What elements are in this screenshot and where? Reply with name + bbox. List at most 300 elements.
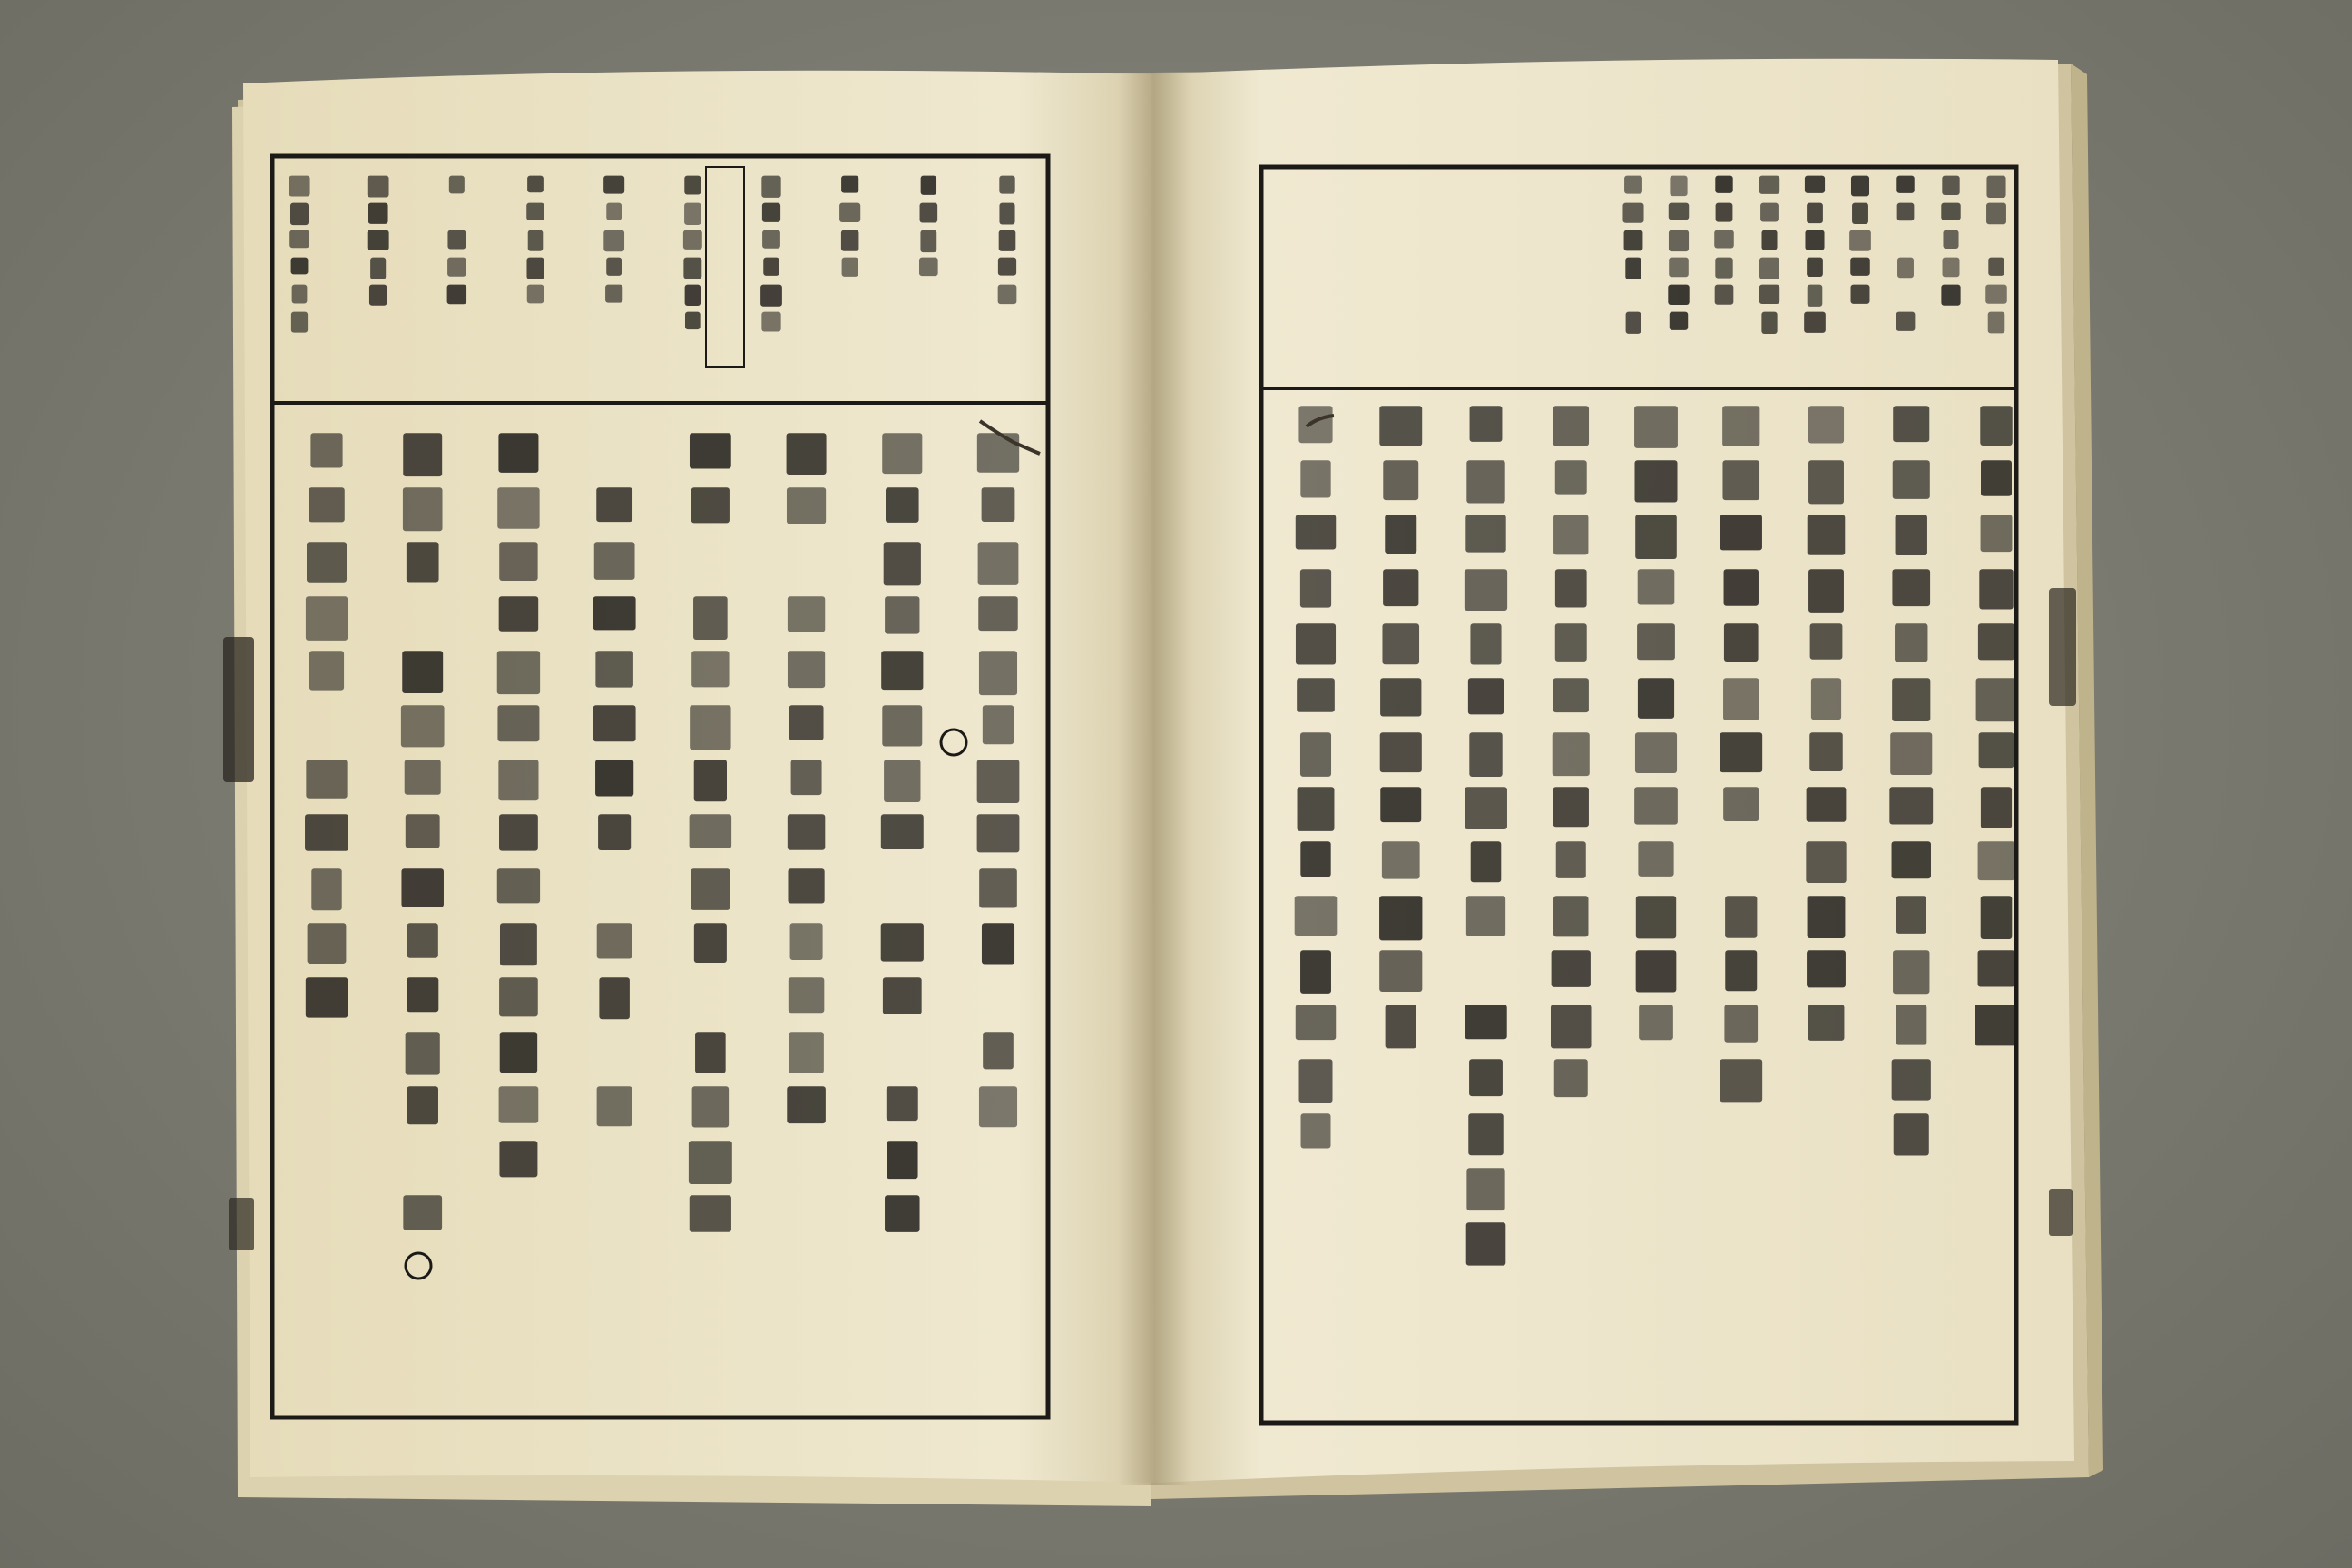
ink-glyph [498, 760, 538, 800]
ink-glyph [1808, 406, 1844, 443]
ink-glyph [499, 596, 539, 632]
ink-glyph [884, 760, 920, 802]
ink-glyph [594, 542, 635, 580]
ink-glyph [1896, 312, 1916, 331]
ink-glyph [597, 923, 632, 958]
ink-glyph [1897, 258, 1914, 279]
ink-glyph [1943, 230, 1958, 249]
ink-glyph [1634, 460, 1677, 502]
ink-glyph [1296, 623, 1336, 664]
ink-glyph [1635, 732, 1677, 773]
ink-glyph [1296, 514, 1336, 549]
ink-glyph [1554, 1059, 1588, 1097]
ink-glyph [1892, 1059, 1931, 1100]
ink-glyph [1979, 569, 2013, 609]
ink-glyph [1296, 1004, 1336, 1040]
ink-glyph [1714, 230, 1734, 249]
ink-glyph [1626, 312, 1642, 334]
ink-glyph [691, 651, 729, 687]
ink-glyph [762, 203, 780, 222]
ink-glyph [1466, 460, 1504, 503]
ink-glyph [603, 176, 624, 194]
ink-glyph [1760, 203, 1779, 222]
ink-glyph [1469, 1059, 1503, 1096]
ink-glyph [691, 868, 730, 910]
ink-glyph [1298, 1059, 1332, 1102]
ink-glyph [407, 923, 438, 958]
ink-glyph [1669, 258, 1689, 278]
ink-glyph [497, 705, 539, 741]
ink-glyph [761, 312, 780, 332]
ink-glyph [289, 230, 309, 249]
ink-glyph [497, 487, 539, 529]
ink-glyph [370, 258, 386, 279]
ink-glyph [403, 433, 442, 476]
ink-glyph [1636, 896, 1676, 938]
ink-glyph [309, 487, 345, 522]
ink-glyph [789, 1032, 824, 1073]
ink-glyph [1637, 623, 1675, 660]
ink-glyph [1553, 406, 1589, 446]
ink-glyph [683, 258, 701, 279]
ink-glyph [921, 176, 936, 195]
ink-glyph [1669, 203, 1689, 220]
ink-glyph [292, 285, 308, 304]
ink-glyph [1807, 950, 1846, 987]
ink-glyph [1715, 258, 1732, 279]
ink-glyph [306, 760, 347, 799]
ink-glyph [1893, 406, 1929, 442]
ink-glyph [1986, 203, 2006, 225]
ink-glyph [499, 1086, 539, 1123]
ink-glyph [528, 230, 544, 251]
ink-glyph [1465, 514, 1505, 552]
ink-glyph [999, 203, 1014, 225]
ink-glyph [597, 1086, 632, 1126]
ink-glyph [1979, 732, 2014, 768]
ink-glyph [1720, 732, 1762, 772]
ink-glyph [1808, 569, 1844, 612]
ink-glyph [606, 258, 622, 276]
ink-glyph [1975, 1004, 2018, 1045]
ink-glyph [692, 1086, 730, 1127]
ink-glyph [1634, 787, 1678, 824]
ink-glyph [368, 230, 389, 250]
ink-glyph [1808, 896, 1846, 938]
ink-glyph [310, 433, 342, 467]
ink-glyph [1551, 1004, 1592, 1048]
ink-glyph [1379, 406, 1422, 446]
ink-glyph [407, 542, 439, 582]
ink-glyph [1985, 285, 2007, 304]
ink-glyph [290, 203, 309, 226]
ink-glyph [1805, 230, 1824, 250]
ink-glyph [1850, 258, 1870, 276]
ink-glyph [1553, 896, 1588, 936]
ink-glyph [790, 923, 823, 960]
ink-glyph [1759, 176, 1779, 194]
ink-glyph [1981, 896, 2013, 939]
ink-glyph [691, 487, 730, 523]
ink-glyph [1465, 1004, 1506, 1039]
ink-glyph [1981, 787, 2012, 828]
ink-glyph [1896, 176, 1914, 193]
ink-glyph [684, 176, 701, 195]
ink-glyph [1759, 285, 1779, 304]
ink-glyph [1552, 950, 1591, 987]
ink-glyph [1986, 176, 2005, 198]
ink-glyph [596, 487, 632, 522]
ink-glyph [1723, 678, 1759, 720]
ink-glyph [1383, 569, 1418, 606]
ink-glyph [1851, 176, 1869, 197]
ink-glyph [1716, 203, 1733, 222]
ink-glyph [1636, 950, 1677, 992]
ink-glyph [1553, 678, 1589, 712]
ink-glyph [1624, 230, 1643, 251]
ink-glyph [983, 1032, 1014, 1069]
ink-glyph [1809, 732, 1842, 771]
ink-glyph [1298, 406, 1332, 443]
ink-glyph [788, 868, 824, 903]
ink-glyph [881, 651, 923, 690]
ink-glyph [1849, 230, 1871, 251]
ink-glyph [1669, 230, 1689, 251]
ink-glyph [1298, 787, 1335, 831]
ink-glyph [1380, 678, 1421, 716]
ink-glyph [1385, 514, 1416, 554]
ink-glyph [1624, 176, 1642, 194]
ink-glyph [1851, 285, 1870, 304]
ink-glyph [977, 433, 1019, 473]
ink-glyph [1988, 258, 2004, 276]
ink-glyph [1808, 460, 1844, 504]
ink-glyph [500, 1032, 537, 1073]
ink-glyph [1892, 569, 1930, 606]
ink-glyph [841, 230, 859, 251]
ink-glyph [1553, 514, 1588, 554]
ink-glyph [407, 977, 438, 1012]
ink-glyph [447, 230, 466, 250]
ink-glyph [1892, 841, 1931, 878]
ink-glyph [788, 651, 825, 688]
ink-glyph [841, 176, 858, 193]
ink-glyph [978, 542, 1019, 585]
ink-glyph [839, 203, 860, 222]
ink-glyph [1941, 203, 1960, 220]
ink-glyph [1639, 1004, 1673, 1040]
ink-glyph [999, 176, 1014, 194]
ink-glyph [1808, 1004, 1845, 1041]
ink-glyph [979, 651, 1017, 695]
ink-glyph [885, 596, 919, 633]
ink-glyph [289, 176, 309, 197]
ink-glyph [406, 1032, 440, 1074]
ink-glyph [694, 923, 727, 963]
ink-glyph [405, 760, 441, 795]
ink-glyph [1553, 732, 1590, 776]
ink-glyph [1722, 406, 1759, 446]
ink-glyph [1638, 678, 1674, 719]
ink-glyph [447, 258, 466, 277]
ink-glyph [1715, 285, 1734, 305]
ink-glyph [887, 1141, 918, 1179]
ink-glyph [1894, 1113, 1929, 1155]
ink-glyph [1300, 460, 1330, 497]
ink-glyph [683, 230, 702, 250]
ink-glyph [497, 651, 540, 694]
ink-glyph [883, 977, 922, 1014]
ink-glyph [1981, 460, 2012, 496]
ink-glyph [1988, 312, 2005, 334]
ink-glyph [605, 285, 622, 303]
ink-glyph [1553, 787, 1589, 827]
ink-glyph [593, 596, 636, 630]
ink-glyph [1638, 569, 1675, 604]
ink-glyph [1810, 623, 1843, 660]
ink-glyph [499, 814, 538, 850]
ink-glyph [887, 1086, 918, 1121]
ink-glyph [689, 1141, 732, 1184]
ink-glyph [1555, 460, 1587, 494]
ink-glyph [308, 923, 347, 964]
ink-glyph [882, 433, 922, 474]
ink-glyph [1466, 1168, 1504, 1210]
ink-glyph [1638, 841, 1673, 877]
ink-glyph [791, 760, 822, 795]
ink-glyph [1943, 258, 1960, 278]
ink-glyph [694, 760, 727, 801]
ink-glyph [1978, 623, 2014, 660]
ink-glyph [787, 433, 827, 475]
ink-glyph [1465, 787, 1507, 829]
ink-glyph [291, 312, 308, 333]
ink-glyph [1720, 1059, 1762, 1102]
ink-glyph [1896, 896, 1926, 934]
ink-glyph [788, 814, 825, 850]
ink-glyph [1715, 176, 1732, 193]
ink-glyph [1807, 203, 1823, 224]
ink-glyph [1724, 569, 1759, 606]
ink-glyph [1725, 896, 1757, 938]
ink-glyph [1555, 623, 1587, 662]
ink-glyph [499, 977, 538, 1016]
ink-glyph [842, 258, 858, 277]
ink-glyph [761, 176, 780, 198]
ink-glyph [1941, 285, 1960, 306]
ink-glyph [1386, 1004, 1416, 1048]
ink-glyph [1980, 406, 2012, 446]
ink-glyph [998, 258, 1016, 276]
ink-glyph [1468, 1113, 1503, 1155]
ink-glyph [311, 868, 341, 910]
gutter-shadow [1118, 73, 1191, 1485]
ink-glyph [1889, 787, 1933, 824]
ink-glyph [526, 258, 544, 279]
ink-glyph [1724, 1004, 1758, 1042]
ink-glyph [695, 1032, 726, 1073]
ink-glyph [1761, 312, 1777, 334]
ink-glyph [1555, 569, 1587, 607]
ink-glyph [500, 923, 537, 965]
ink-glyph [1807, 258, 1823, 277]
ink-glyph [595, 760, 633, 796]
ink-glyph [497, 868, 540, 903]
ink-glyph [787, 487, 826, 524]
ink-glyph [1300, 950, 1331, 994]
ink-glyph [1382, 841, 1420, 878]
ink-glyph [684, 203, 701, 225]
ink-glyph [977, 814, 1020, 852]
ink-glyph [1722, 460, 1759, 500]
ink-glyph [979, 868, 1017, 907]
ink-glyph [1978, 841, 2015, 880]
ink-glyph [685, 312, 701, 330]
ink-glyph [1382, 623, 1419, 664]
ink-glyph [1556, 841, 1586, 878]
ink-glyph [982, 487, 1015, 522]
ink-glyph [1724, 623, 1759, 662]
ink-glyph [1622, 203, 1643, 223]
ink-glyph [1470, 406, 1503, 442]
ink-glyph [982, 923, 1014, 964]
ink-glyph [1806, 841, 1846, 883]
ink-glyph [403, 487, 443, 531]
ink-glyph [998, 285, 1017, 305]
ink-glyph [499, 1141, 537, 1177]
ink-glyph [1805, 176, 1825, 193]
ink-glyph [1466, 896, 1505, 936]
right-page [1151, 59, 2074, 1483]
ink-glyph [1383, 460, 1418, 500]
ink-glyph [1942, 176, 1959, 195]
ink-glyph [1300, 1113, 1330, 1148]
ink-glyph [1759, 258, 1779, 279]
ink-glyph [1761, 230, 1777, 250]
ink-glyph [306, 977, 348, 1017]
ink-glyph [1297, 678, 1335, 712]
ink-glyph [1811, 678, 1841, 720]
ink-glyph [787, 1086, 826, 1123]
ink-glyph [369, 285, 387, 306]
ink-glyph [291, 258, 309, 275]
ink-glyph [690, 814, 732, 848]
ink-glyph [307, 542, 347, 583]
ink-glyph [1852, 203, 1868, 224]
ink-glyph [762, 230, 780, 249]
ink-glyph [406, 814, 440, 848]
ink-glyph [1807, 787, 1847, 822]
ink-glyph [885, 1195, 920, 1232]
ink-glyph [1895, 623, 1927, 662]
ink-glyph [1471, 841, 1502, 882]
ink-glyph [690, 433, 731, 468]
ink-glyph [1379, 896, 1422, 940]
ink-glyph [690, 1195, 731, 1232]
ink-glyph [1670, 312, 1688, 330]
ink-glyph [1893, 950, 1929, 994]
ink-glyph [881, 814, 924, 849]
ink-glyph [999, 230, 1016, 251]
ink-glyph [526, 203, 544, 220]
ink-glyph [884, 542, 921, 585]
ink-glyph [1890, 732, 1932, 775]
ink-glyph [1897, 203, 1915, 221]
ink-glyph [1635, 514, 1677, 559]
ink-glyph [886, 487, 919, 523]
ink-glyph [407, 1086, 438, 1124]
ink-glyph [760, 285, 782, 307]
ink-glyph [920, 203, 938, 223]
ink-glyph [788, 596, 825, 632]
ink-glyph [1896, 514, 1927, 555]
ink-glyph [1670, 176, 1687, 197]
ink-glyph [599, 977, 630, 1019]
ink-glyph [977, 760, 1020, 803]
ink-glyph [499, 542, 537, 581]
ink-glyph [789, 705, 824, 740]
ink-glyph [919, 258, 938, 277]
ink-glyph [693, 596, 728, 640]
ink-glyph [1380, 732, 1422, 772]
ink-glyph [881, 923, 924, 961]
ink-glyph [685, 285, 701, 306]
ink-glyph [983, 705, 1014, 744]
ink-glyph [449, 176, 465, 194]
ink-glyph [606, 203, 622, 220]
ink-glyph [1380, 787, 1421, 822]
ink-glyph [1896, 1004, 1926, 1044]
ink-glyph [1893, 460, 1930, 499]
ink-glyph [1468, 678, 1504, 714]
ink-glyph [1465, 569, 1507, 611]
ink-glyph [1300, 569, 1331, 607]
ink-glyph [979, 1086, 1017, 1127]
ink-glyph [603, 230, 624, 252]
ink-glyph [882, 705, 922, 746]
ink-glyph [1300, 732, 1331, 777]
ink-glyph [1981, 514, 2013, 552]
ink-glyph [1808, 285, 1823, 307]
ink-glyph [368, 203, 388, 224]
ink-glyph [1634, 406, 1678, 448]
ink-glyph [447, 285, 466, 305]
ink-glyph [368, 176, 389, 198]
ink-glyph [598, 814, 631, 850]
ink-glyph [306, 596, 348, 641]
ink-glyph [1466, 1222, 1506, 1265]
ink-glyph [1725, 950, 1757, 991]
ink-glyph [1804, 312, 1826, 333]
ink-glyph [690, 705, 730, 750]
ink-glyph [1720, 514, 1762, 550]
ink-glyph [527, 176, 544, 193]
ink-glyph [402, 651, 443, 693]
ink-glyph [920, 230, 936, 253]
ink-glyph [1379, 950, 1422, 992]
ink-glyph [763, 258, 779, 276]
ink-glyph [1978, 950, 2015, 986]
ink-glyph [593, 705, 636, 741]
ink-glyph [1892, 678, 1930, 721]
ink-glyph [1668, 285, 1689, 305]
ink-glyph [527, 285, 544, 304]
ink-glyph [1300, 841, 1330, 877]
ink-glyph [789, 977, 824, 1013]
ink-glyph [1976, 678, 2017, 721]
ink-glyph [978, 596, 1017, 631]
ink-glyph [309, 651, 344, 690]
